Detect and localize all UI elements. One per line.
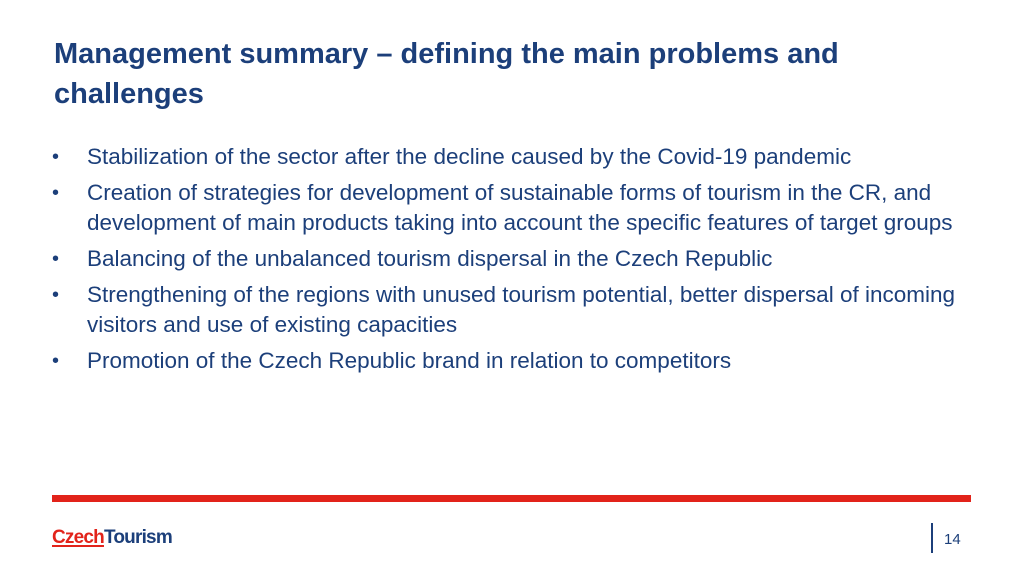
bullet-dot-icon: • [52,248,60,270]
bullet-list [52,142,982,382]
bullet-dot-icon: • [52,146,60,168]
czechtourism-logo [52,526,172,550]
logo-czech-text: Czech [52,527,104,548]
bullet-item [52,244,982,274]
bullet-dot-icon: • [52,284,60,306]
slide-title: Management summary – defining the main problems and challenges [54,38,839,110]
logo-tourism-text: Tourism [103,527,172,548]
bullet-text: Stabilization of the sector after the decline caused by the Covid-19 pandemic [87,144,852,169]
page-number: 14 [944,531,961,548]
page-number-divider [931,523,933,553]
bullet-item [52,142,982,172]
bullet-dot-icon: • [52,350,60,372]
bullet-text: Creation of strategies for development of sustainable forms of tourism in the CR, and development of main products taking into account the specific features of target groups [87,180,953,235]
bullet-dot-icon: • [52,182,60,204]
bullet-text: Promotion of the Czech Republic brand in relation to competitors [87,348,732,373]
bullet-item [52,280,982,340]
bullet-text: Strengthening of the regions with unused tourism potential, better dispersal of incoming visitors and use of existing capacities [87,282,956,337]
bullet-item [52,346,982,376]
footer-divider-bar [52,495,971,502]
bullet-item [52,178,982,238]
bullet-text: Balancing of the unbalanced tourism dispersal in the Czech Republic [87,246,773,271]
